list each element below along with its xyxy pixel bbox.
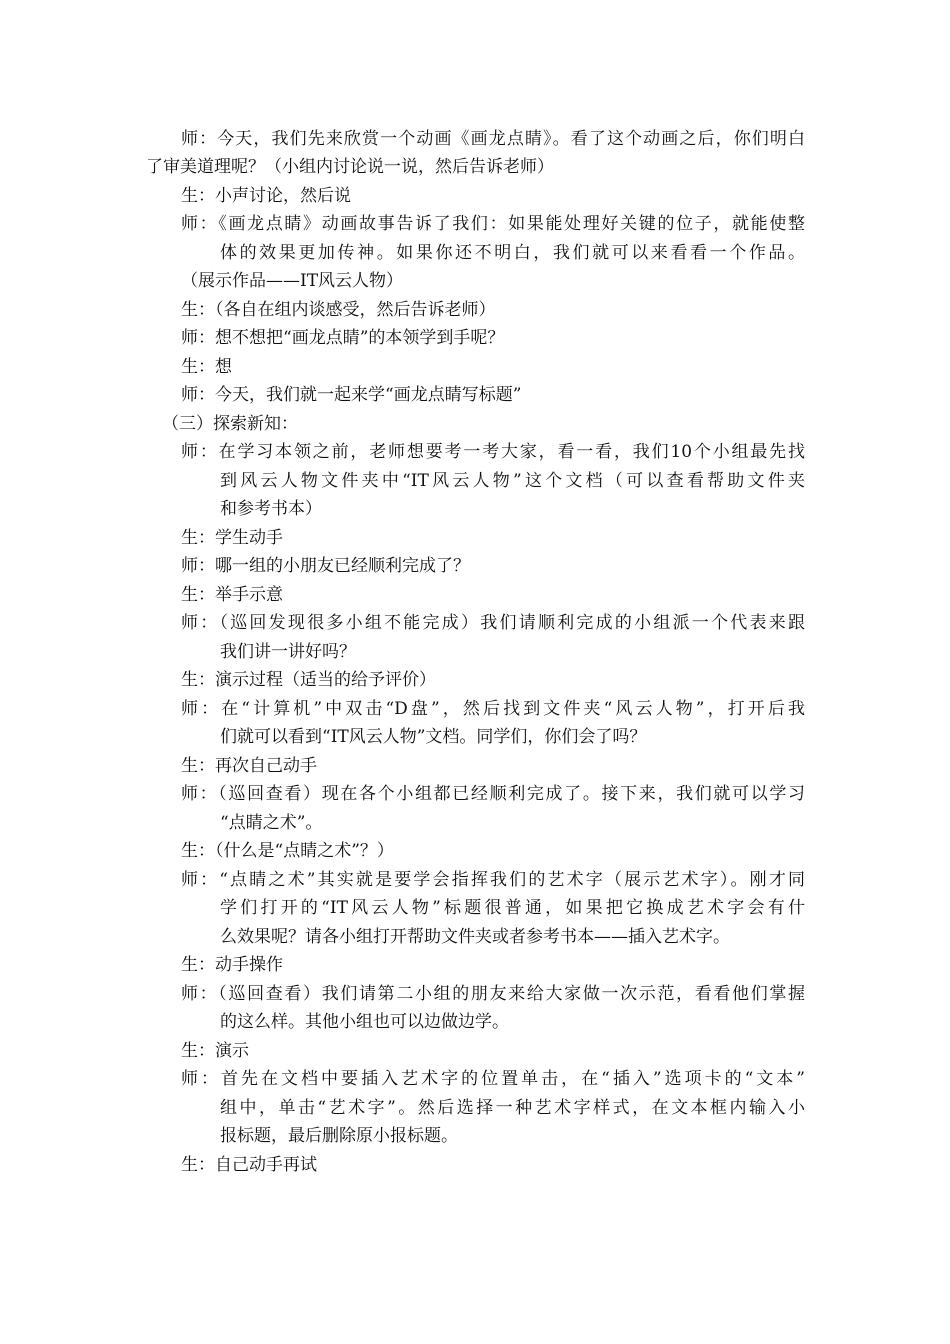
paragraph-line: 生：举手示意	[181, 585, 283, 605]
paragraph-line: 生：小声讨论，然后说	[181, 186, 351, 206]
paragraph-line: 生：演示过程（适当的给予评价）	[181, 670, 436, 690]
paragraph-line: 师：在学习本领之前，老师想要考一考大家，看一看，我们10个小组最先找	[181, 442, 805, 462]
paragraph-line: 生：自己动手再试	[181, 1155, 317, 1175]
paragraph-line: 组中，单击“艺术字”。然后选择一种艺术字样式，在文本框内输入小	[220, 1098, 805, 1118]
paragraph-line: 和参考书本）	[220, 499, 322, 519]
paragraph-line: 体的效果更加传神。如果你还不明白，我们就可以来看看一个作品。	[220, 243, 805, 263]
paragraph-line: 师：首先在文档中要插入艺术字的位置单击，在“插入”选项卡的“文本”	[181, 1069, 805, 1089]
paragraph-line: 生：再次自己动手	[181, 756, 317, 776]
paragraph-line: 师：“点睛之术”其实就是要学会指挥我们的艺术字（展示艺术字）。刚才同	[181, 870, 805, 890]
paragraph-line: 师：今天，我们先来欣赏一个动画《画龙点睛》。看了这个动画之后，你们明白	[181, 129, 805, 149]
paragraph-line: 生：想	[181, 357, 232, 377]
paragraph-line: 生：（各自在组内谈感受，然后告诉老师）	[181, 300, 496, 320]
paragraph-line: 师：今天，我们就一起来学“画龙点睛写标题”	[181, 385, 522, 405]
paragraph-line: 师：（巡回发现很多小组不能完成）我们请顺利完成的小组派一个代表来跟	[181, 613, 805, 633]
paragraph-line: 师：想不想把“画龙点睛”的本领学到手呢？	[181, 328, 505, 348]
paragraph-line: 生：（什么是“点睛之术”？）	[181, 841, 394, 861]
paragraph-line: 学们打开的“IT风云人物”标题很普通，如果把它换成艺术字会有什	[220, 898, 805, 918]
paragraph-line: 师：在“计算机”中双击“D盘”，然后找到文件夹“风云人物”，打开后我	[181, 699, 805, 719]
paragraph-line: 师：（巡回查看）我们请第二小组的朋友来给大家做一次示范，看看他们掌握	[181, 984, 805, 1004]
section-heading: （三）探索新知：	[162, 414, 298, 434]
paragraph-line: （展示作品——IT风云人物）	[181, 271, 404, 291]
paragraph-line: 师：（巡回查看）现在各个小组都已经顺利完成了。接下来，我们就可以学习	[181, 784, 805, 804]
paragraph-line: 师：哪一组的小朋友已经顺利完成了？	[181, 556, 470, 576]
paragraph-line: 的这么样。其他小组也可以边做边学。	[220, 1012, 509, 1032]
paragraph-line: 了审美道理呢？（小组内讨论说一说，然后告诉老师）	[146, 157, 554, 177]
paragraph-line: 师：《画龙点睛》动画故事告诉了我们：如果能处理好关键的位子，就能使整	[181, 214, 805, 234]
paragraph-line: 么效果呢？请各小组打开帮助文件夹或者参考书本——插入艺术字。	[220, 927, 730, 947]
paragraph-line: 到风云人物文件夹中“IT风云人物”这个文档（可以查看帮助文件夹	[220, 471, 805, 491]
paragraph-line: 们就可以看到“IT风云人物”文档。同学们，你们会了吗？	[220, 727, 647, 747]
paragraph-line: 生：演示	[181, 1041, 249, 1061]
paragraph-line: 生：动手操作	[181, 955, 283, 975]
paragraph-line: 我们讲一讲好吗？	[220, 642, 356, 662]
paragraph-line: “点睛之术”。	[220, 813, 323, 833]
paragraph-line: 生：学生动手	[181, 528, 283, 548]
paragraph-line: 报标题，最后删除原小报标题。	[220, 1126, 458, 1146]
